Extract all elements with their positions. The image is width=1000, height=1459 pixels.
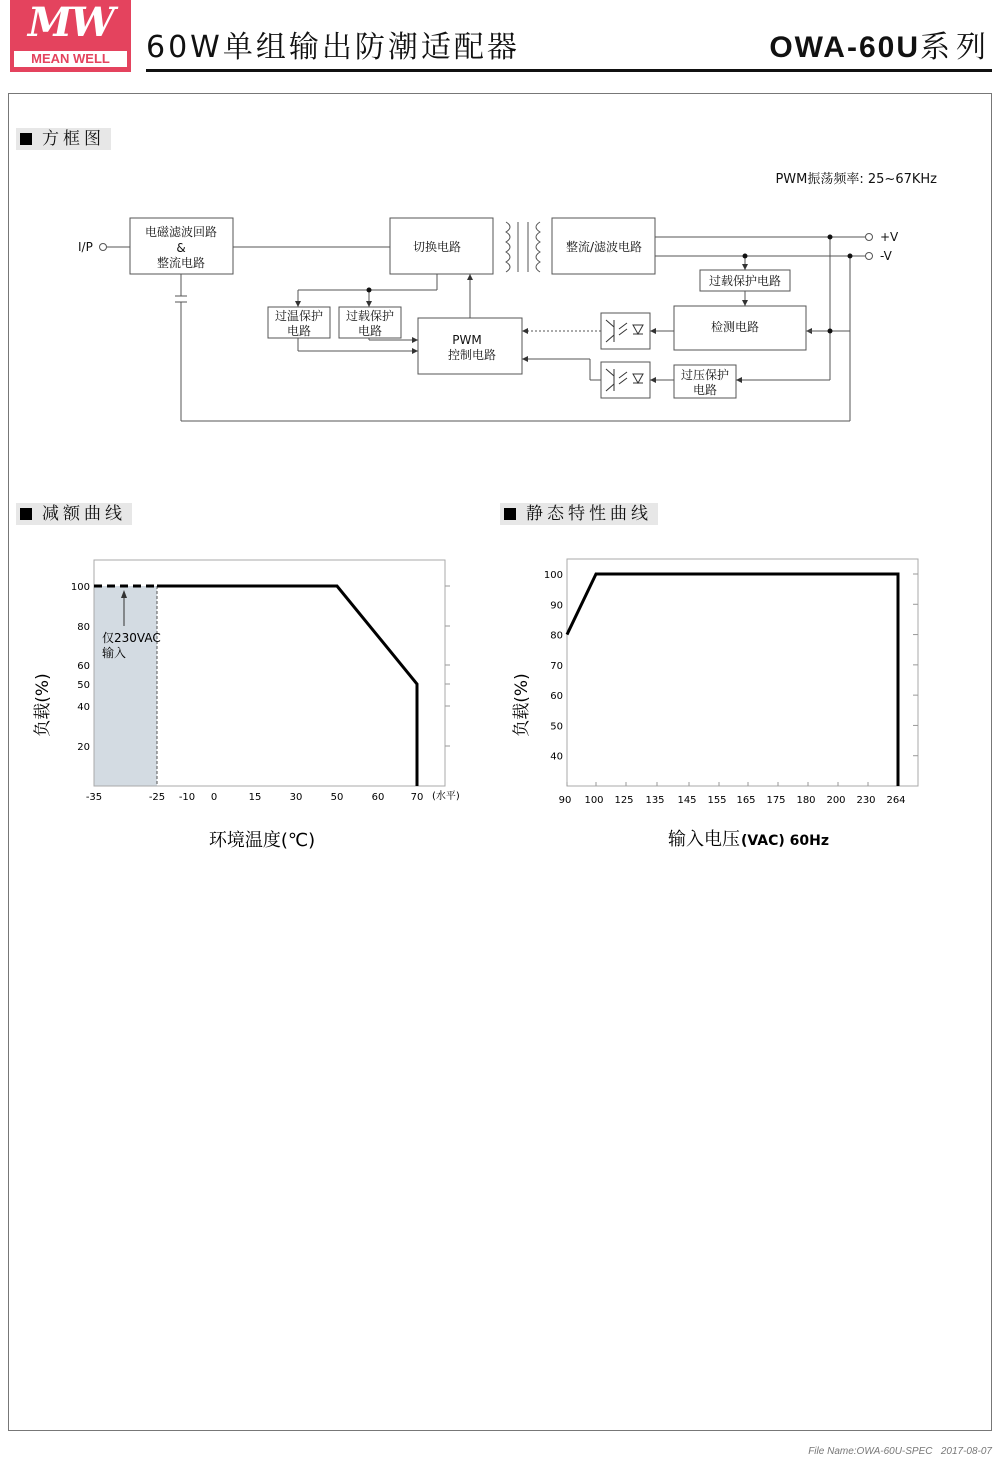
block-diagram bbox=[0, 0, 1000, 450]
x-axis-label-cn: 输入电压 bbox=[668, 829, 740, 850]
emi-label-3: 整流电路 bbox=[156, 256, 206, 270]
y-tick-label: 60 bbox=[550, 691, 563, 703]
detection-label: 检测电路 bbox=[710, 320, 760, 334]
footer-date: 2017-08-07 bbox=[940, 1446, 992, 1457]
y-tick-label: 50 bbox=[550, 721, 563, 733]
y-tick-label: 100 bbox=[70, 582, 90, 593]
page-title: 60W单组输出防潮适配器 bbox=[146, 30, 520, 65]
x-tick-label: 125 bbox=[614, 795, 634, 806]
x-tick-label: -35 bbox=[85, 792, 103, 803]
olp-label-1: 过载保护 bbox=[345, 309, 395, 323]
x-tick-label: 0 bbox=[210, 792, 218, 803]
otp-label-1: 过温保护 bbox=[274, 309, 324, 323]
switching-label: 切换电路 bbox=[412, 240, 462, 254]
y-tick-label: 50 bbox=[77, 680, 90, 691]
annotation-line-1: 仅230VAC bbox=[102, 631, 161, 645]
derating-title-text: 减额曲线 bbox=[42, 504, 126, 524]
derating-chart bbox=[0, 540, 500, 870]
pwm-label-1: PWM bbox=[452, 333, 482, 347]
x-tick-label: 264 bbox=[886, 795, 906, 806]
out-neg-label: -V bbox=[880, 249, 892, 263]
static-chart bbox=[500, 540, 1000, 870]
x-tick-label: 100 bbox=[584, 795, 604, 806]
y-tick-label: 90 bbox=[550, 600, 563, 612]
section-bullet-icon bbox=[20, 508, 32, 520]
static-section-title bbox=[500, 503, 658, 525]
footer bbox=[808, 1446, 992, 1457]
series-line bbox=[567, 574, 898, 786]
x-tick-label: 135 bbox=[645, 795, 665, 806]
y-tick-label: 60 bbox=[77, 661, 90, 672]
out-pos-label: +V bbox=[880, 230, 899, 244]
series-line bbox=[157, 586, 417, 786]
x-tick-label: 230 bbox=[856, 795, 876, 806]
otp-label-2: 电路 bbox=[286, 324, 312, 338]
x-tick-label: 60 bbox=[371, 792, 385, 803]
derating-section-title bbox=[16, 503, 132, 525]
pwm-label-2: 控制电路 bbox=[447, 348, 497, 362]
static-title-text: 静态特性曲线 bbox=[526, 504, 652, 524]
x-tick-label: 30 bbox=[289, 792, 303, 803]
x-tick-label: 50 bbox=[330, 792, 344, 803]
brand-mark: MW bbox=[27, 0, 114, 46]
y-tick-label: 80 bbox=[550, 630, 563, 642]
x-tick-label: 90 bbox=[558, 795, 572, 806]
y-axis-label: 负载(%) bbox=[33, 673, 53, 737]
y-tick-label: 40 bbox=[77, 702, 90, 713]
optocoupler-2 bbox=[601, 362, 650, 398]
x-axis-label: 环境温度(℃) bbox=[208, 830, 316, 851]
x-tick-label: -10 bbox=[178, 792, 196, 803]
x-tick-label: 145 bbox=[677, 795, 697, 806]
x-tick-label: -25 bbox=[148, 792, 166, 803]
optocoupler-1 bbox=[601, 313, 650, 349]
x-tick-label: 15 bbox=[248, 792, 262, 803]
y-tick-label: 100 bbox=[543, 570, 563, 581]
x-tick-label: 70 bbox=[410, 792, 424, 803]
ocp-label: 过载保护电路 bbox=[708, 274, 782, 288]
x-suffix: (水平) bbox=[432, 791, 460, 802]
section-bullet-icon bbox=[504, 508, 516, 520]
shaded-region bbox=[94, 586, 157, 786]
y-axis-label: 负载(%) bbox=[512, 673, 532, 737]
pwm-frequency: PWM振荡频率: 25~67KHz bbox=[775, 172, 937, 187]
plot-area bbox=[567, 559, 918, 786]
y-tick-label: 40 bbox=[550, 751, 563, 763]
x-tick-label: 175 bbox=[766, 795, 786, 806]
rectifier-label: 整流/滤波电路 bbox=[565, 240, 643, 254]
ovp-label-1: 过压保护 bbox=[680, 368, 730, 382]
block-diagram-title-text: 方框图 bbox=[42, 129, 105, 149]
series-model: OWA-60U bbox=[769, 31, 920, 64]
x-tick-label: 200 bbox=[826, 795, 846, 806]
ovp-label-2: 电路 bbox=[692, 383, 718, 397]
series-suffix: 系列 bbox=[920, 31, 992, 64]
x-tick-label: 155 bbox=[707, 795, 727, 806]
x-tick-label: 180 bbox=[796, 795, 816, 806]
annotation-line-2: 输入 bbox=[102, 646, 127, 660]
x-tick-label: 165 bbox=[736, 795, 756, 806]
x-axis-label-en: (VAC) 60Hz bbox=[741, 833, 830, 849]
brand-name: MEAN WELL bbox=[14, 51, 127, 67]
y-tick-label: 70 bbox=[550, 660, 563, 672]
y-tick-label: 80 bbox=[77, 622, 90, 633]
olp-label-2: 电路 bbox=[357, 324, 383, 338]
y-tick-label: 20 bbox=[77, 742, 90, 753]
ip-label: I/P bbox=[78, 240, 93, 254]
emi-label-2: & bbox=[176, 241, 186, 255]
emi-label-1: 电磁滤波回路 bbox=[144, 225, 218, 239]
footer-filename: File Name:OWA-60U-SPEC bbox=[808, 1446, 933, 1457]
